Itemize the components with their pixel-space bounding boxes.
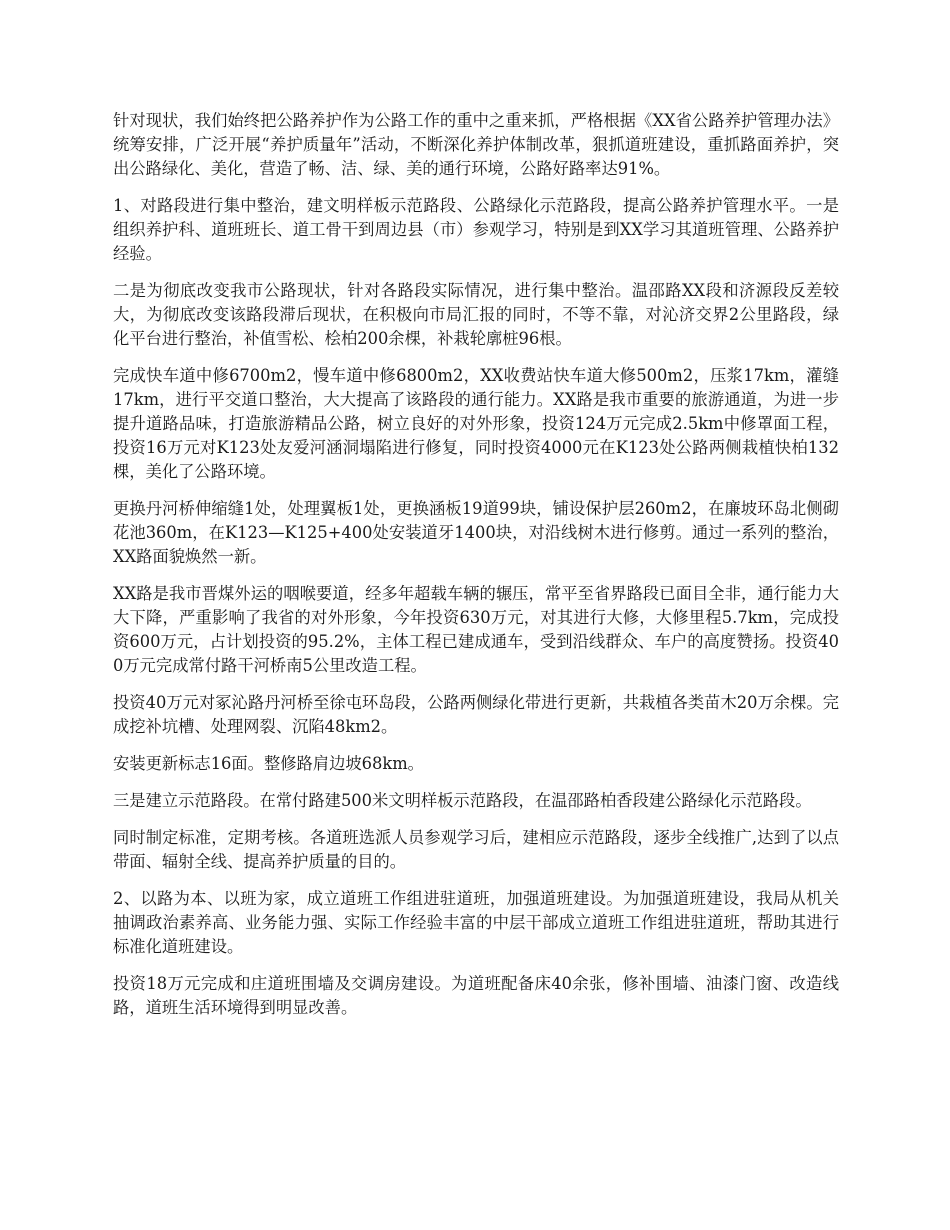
paragraph-standards: 同时制定标准，定期考核。各道班选派人员参观学习后，建相应示范路段，逐步全线推广,达到了以点带面、辐射全线、提高养护质量的目的。 — [113, 828, 839, 871]
paragraph-section-1: 1、对路段进行集中整治，建文明样板示范路段、公路绿化示范路段，提高公路养护管理水平。一是组织养护科、道班班长、道工骨干到周边县（市）参观学习，特别是到XX学习其道班管理、公路养护经验。 — [113, 196, 839, 263]
paragraph-demo-sections: 三是建立示范路段。在常付路建500米文明样板示范路段，在温邵路柏香段建公路绿化示范路段。 — [113, 791, 812, 810]
paragraph-rectification: 二是为彻底改变我市公路现状，针对各路段实际情况，进行集中整治。温邵路XX段和济源段反差较大，为彻底改变该路段滞后现状，在积极向市局汇报的同时，不等不靠，对沁济交界2公里路段，绿化平台进行整治，补值雪松、桧柏200余棵，补栽轮廓桩96根。 — [113, 281, 839, 348]
document-body — [113, 109, 839, 1033]
paragraph-greening: 投资40万元对冢沁路丹河桥至徐屯环岛段，公路两侧绿化带进行更新，共栽植各类苗木20万余棵。完成挖补坑槽、处理网裂、沉陷48km2。 — [113, 693, 839, 736]
paragraph-signs: 安装更新标志16面。整修路肩边坡68km。 — [113, 754, 424, 773]
paragraph-repairs: 完成快车道中修6700m2，慢车道中修6800m2，XX收费站快车道大修500m2，压浆17km，灌缝17km，进行平交道口整治，大大提高了该路段的通行能力。XX路是我市重要的旅游通道，为进一步提升道路品味，打造旅游精品公路，树立良好的对外形象，投资124万元完成2.5km中修罩面工程，投资16万元对K123处友爱河涵洞塌陷进行修复，同时投资4000元在K123处公路两侧栽植快柏132棵，美化了公路环境。 — [113, 366, 839, 481]
paragraph-intro: 针对现状，我们始终把公路养护作为公路工作的重中之重来抓，严格根据《XX省公路养护管理办法》统筹安排，广泛开展“养护质量年”活动，不断深化养护体制改革，狠抓道班建设，重抓路面养护，突出公路绿化、美化，营造了畅、洁、绿、美的通行环境，公路好路率达91%。 — [113, 111, 839, 178]
paragraph-section-2: 2、以路为本、以班为家，成立道班工作组进驻道班，加强道班建设。为加强道班建设，我局从机关抽调政治素养高、业务能力强、实际工作经验丰富的中层干部成立道班工作组进驻道班，帮助其进行标准化道班建设。 — [113, 889, 839, 956]
paragraph-investment: 投资18万元完成和庄道班围墙及交调房建设。为道班配备床40余张，修补围墙、油漆门窗、改造线路，道班生活环境得到明显改善。 — [113, 974, 839, 1017]
paragraph-bridge-works: 更换丹河桥伸缩缝1处，处理翼板1处，更换涵板19道99块，铺设保护层260m2，在廉坡环岛北侧砌花池360m，在K123—K125+400处安装道牙1400块，对沿线树木进行修剪。通过一系列的整治，XX路面貌焕然一新。 — [113, 499, 839, 566]
paragraph-overhaul: XX路是我市晋煤外运的咽喉要道，经多年超载车辆的辗压，常平至省界路段已面目全非，通行能力大大下降，严重影响了我省的对外形象，今年投资630万元，对其进行大修，大修里程5.7km，完成投资600万元，占计划投资的95.2%，主体工程已建成通车，受到沿线群众、车户的高度赞扬。投资400万元完成常付路干河桥南5公里改造工程。 — [113, 584, 839, 675]
